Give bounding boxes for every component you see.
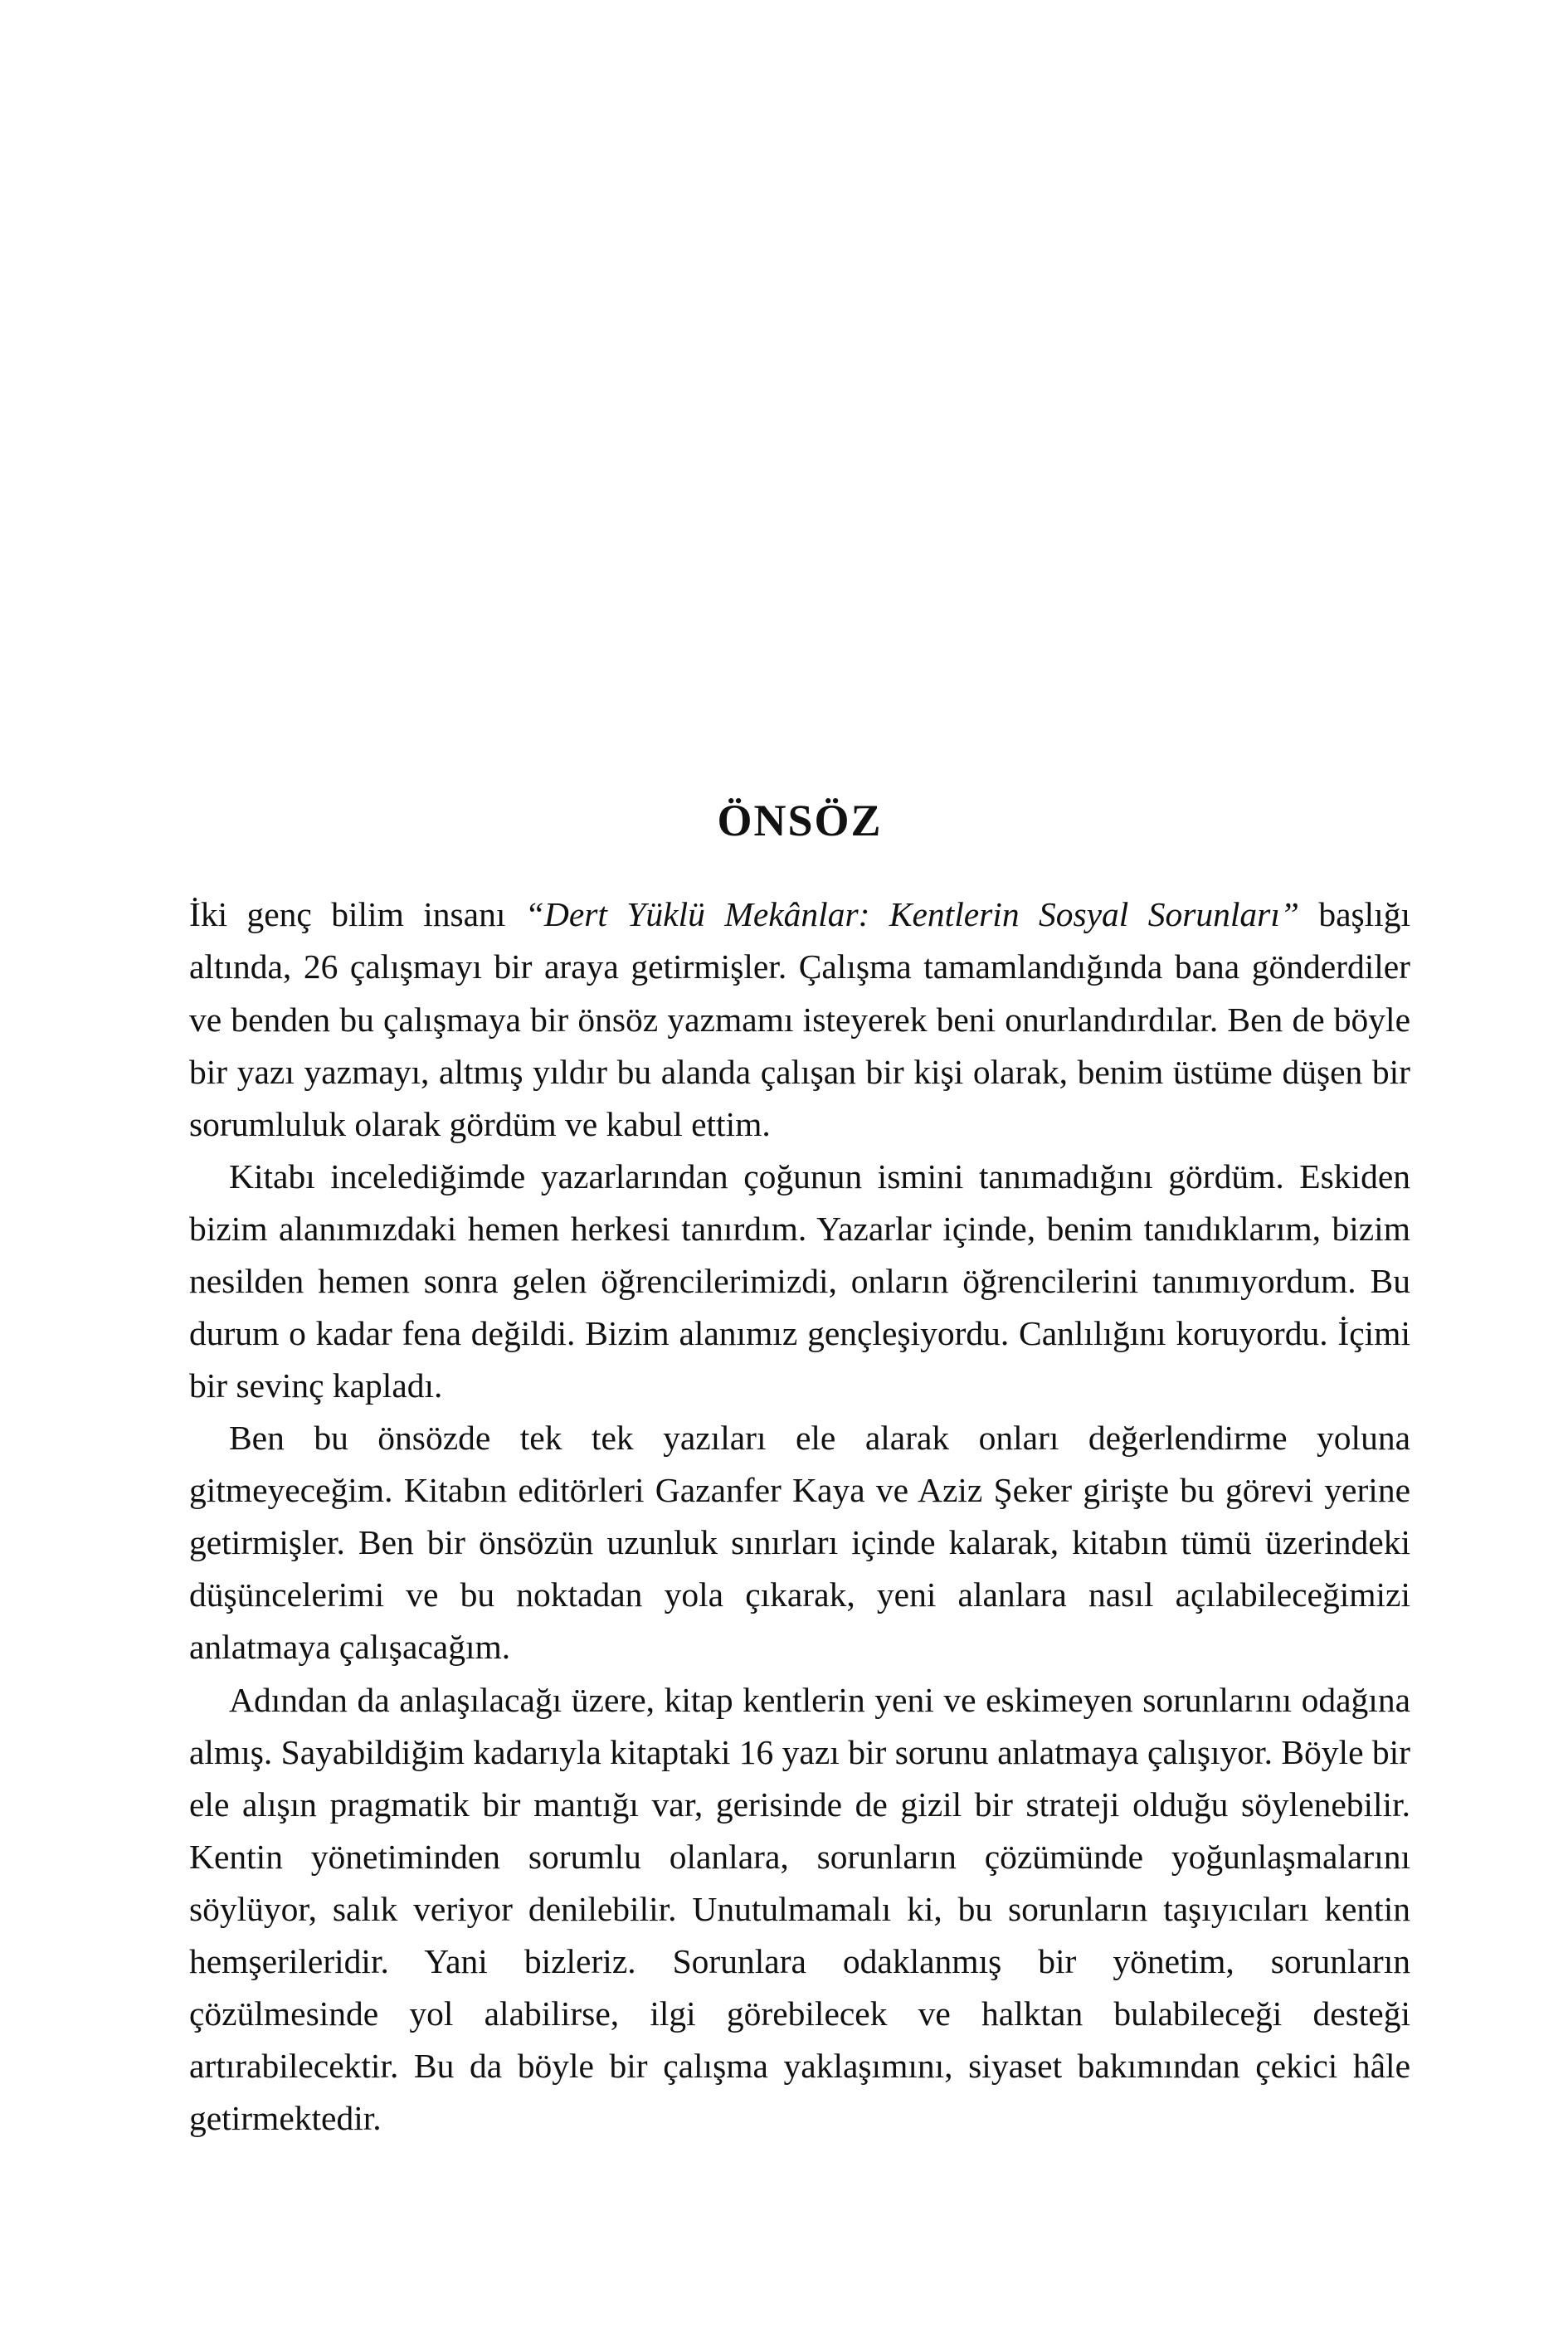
page-content: [189, 796, 1410, 2145]
body-text: [189, 889, 1410, 2145]
paragraph-1-rest: başlığı altında, 26 çalışmayı bir araya getirmişler. Çalışma tamamlandığında bana gönderdiler ve benden bu çalışmaya bir önsöz yazmamı isteyerek beni onurlandırdılar. Ben de böyle bir yazı yazmayı, altmış yıldır bu alanda çalışan bir kişi olarak, benim üstüme düşen bir sorumluluk olarak gördüm ve kabul ettim.: [189, 895, 1410, 1143]
paragraph-4: Adından da anlaşılacağı üzere, kitap kentlerin yeni ve eskimeyen sorunlarını odağına almış. Sayabildiğim kadarıyla kitaptaki 16 yazı bir sorunu anlatmaya çalışıyor. Böyle bir ele alışın pragmatik bir mantığı var, gerisinde de gizil bir strateji olduğu söylenebilir. Kentin yönetiminden sorumlu olanlara, sorunların çözümünde yoğunlaşmalarını söylüyor, salık veriyor denilebilir. Unutulmamalı ki, bu sorunların taşıyıcıları kentin hemşerileridir. Yani bizleriz. Sorunlara odaklanmış bir yönetim, sorunların çözülmesinde yol alabilirse, ilgi görebilecek ve halktan bulabileceği desteği artırabilecektir. Bu da böyle bir çalışma yaklaşımını, siyaset bakımından çekici hâle getirmektedir.: [189, 1680, 1410, 2138]
book-title-quote: “Dert Yüklü Mekânlar: Kentlerin Sosyal Sorunları”: [524, 895, 1299, 934]
paragraph-2: Kitabı incelediğimde yazarlarından çoğunun ismini tanımadığını gördüm. Eskiden bizim alanımızdaki hemen herkesi tanırdım. Yazarlar içinde, benim tanıdıklarım, bizim nesilden hemen sonra gelen öğrencilerimizdi, onların öğrencilerini tanımıyordum. Bu durum o kadar fena değildi. Bizim alanımız gençleşiyordu. Canlılığını koruyordu. İçimi bir sevinç kapladı.: [189, 1157, 1410, 1405]
paragraph-1-lead: İki genç bilim insanı: [189, 895, 525, 934]
paragraph-3: Ben bu önsözde tek tek yazıları ele alarak onları değerlendirme yoluna gitmeyeceğim. Kitabın editörleri Gazanfer Kaya ve Aziz Şeker girişte bu görevi yerine getirmişler. Ben bir önsözün uzunluk sınırları içinde kalarak, kitabın tümü üzerindeki düşüncelerimi ve bu noktadan yola çıkarak, yeni alanlara nasıl açılabileceğimizi anlatmaya çalışacağım.: [189, 1419, 1410, 1667]
page-title: ÖNSÖZ: [717, 796, 883, 845]
paragraph-1: [189, 889, 1410, 1150]
